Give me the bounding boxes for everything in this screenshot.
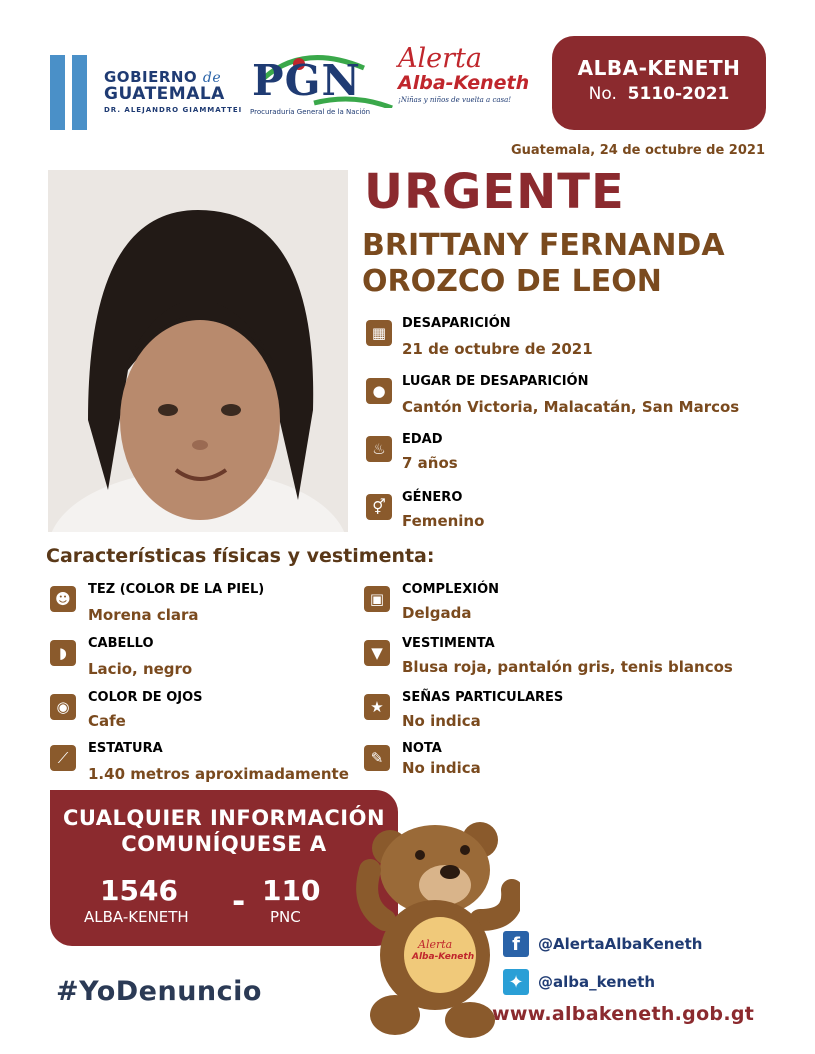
shirt-icon: ▼: [364, 640, 390, 666]
alerta-alba-keneth-logo: Alerta Alba-Keneth ¡Niñas y niños de vuelta a casa!: [398, 43, 530, 104]
ruler-icon: ⟋: [50, 745, 76, 771]
urgent-heading: URGENTE: [364, 164, 625, 220]
facebook-handle[interactable]: @AlertaAlbaKeneth: [538, 935, 703, 953]
government-logo-bars: [50, 55, 94, 130]
hashtag: #YoDenuncio: [56, 976, 262, 1007]
scale-icon: ▣: [364, 586, 390, 612]
twitter-handle[interactable]: @alba_keneth: [538, 973, 656, 991]
gender-icon: ⚥: [366, 494, 392, 520]
website-link[interactable]: www.albakeneth.gob.gt: [492, 1003, 755, 1025]
phone-pnc[interactable]: 110: [262, 874, 321, 907]
hair-icon: ◗: [50, 640, 76, 666]
missing-person-name: BRITTANY FERNANDA OROZCO DE LEON: [362, 228, 725, 299]
birthday-cake-icon: ♨: [366, 436, 392, 462]
phone-alba-keneth[interactable]: 1546: [100, 874, 178, 907]
bear-mascot: Alerta Alba-Keneth: [350, 810, 520, 1040]
head-profile-icon: ☻: [50, 586, 76, 612]
eye-icon: ◉: [50, 694, 76, 720]
missing-child-photo: [48, 170, 348, 532]
case-number-badge: ALBA-KENETH No. 5110-2021: [552, 36, 766, 130]
note-edit-icon: ✎: [364, 745, 390, 771]
contact-info-box: CUALQUIER INFORMACIÓN COMUNÍQUESE A 1546 ALBA-KENETH - 110 PNC: [50, 790, 398, 946]
pgn-logo: PGN Procuraduría General de la Nación: [244, 48, 394, 118]
location-pin-icon: ●: [366, 378, 392, 404]
twitter-icon[interactable]: ✦: [503, 969, 529, 995]
publication-date: Guatemala, 24 de octubre de 2021: [510, 143, 765, 158]
facebook-icon[interactable]: f: [503, 931, 529, 957]
star-icon: ★: [364, 694, 390, 720]
characteristics-heading: Características físicas y vestimenta:: [46, 545, 435, 567]
government-logo: GOBIERNO de GUATEMALA DR. ALEJANDRO GIAMMATTEI: [104, 68, 243, 114]
calendar-icon: ▦: [366, 320, 392, 346]
